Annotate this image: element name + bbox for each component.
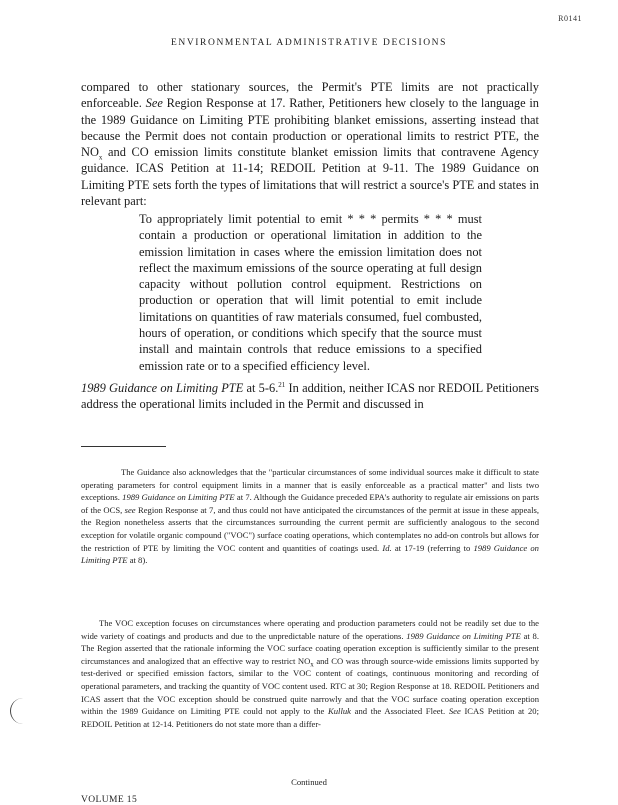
p1-see-signal: See — [145, 96, 163, 111]
fn2-text-1: The VOC exception focuses on circumstances where operating and production parameters could not be readily set due to the wide variety of coatings and products and due to the unpredictable nature of the operations. — [81, 618, 539, 641]
running-head: ENVIRONMENTAL ADMINISTRATIVE DECISIONS — [170, 38, 448, 48]
fn2-vessel-name: Kulluk — [328, 706, 351, 717]
block-quote: To appropriately limit potential to emit * * * permits * * * must contain a production or operational limitation in addition to the emission limitation in cases where the emission limitation does not reflect the maximum emissions of the source operating at full design capacity without pollution control equipment. Restrictions on production or operation that will limit potential to emit include limitations on quantities of raw materials consumed, fuel combusted, hours of operation, or conditions which specify that the source must install and maintain controls that reduce emissions to a specified emission rate or to a specified efficiency level. — [139, 212, 482, 373]
fn2-citation-1: 1989 Guidance on Limiting PTE — [406, 630, 521, 641]
fn1-id-signal: Id. — [382, 542, 392, 553]
volume-label: VOLUME 15 — [81, 795, 138, 805]
fn2-text-5: ICAS Petition at 20; REDOIL Petition at 12-14. Petitioners do not state more than a differ- — [81, 706, 539, 729]
footnote-divider — [81, 446, 166, 447]
fn1-citation-2: 1989 Guidance on Limiting PTE — [81, 542, 539, 566]
p1-text-3: and CO emission limits constitute blanket emission limits that contravene Agency guidance. ICAS Petition at 11-14; REDOIL Petition at 9-11. The 1989 Guidance on Limiting PTE sets forth the types of limitations that will restrict a source's PTE and states in relevant part: — [81, 145, 539, 209]
fn2-text-3: and CO was through source-wide emissions limits supported by test-derived or specified emission factors, similar to the VOC content of coatings, continuous monitoring and recording of operational parameters, and tracking the quantity of VOC content used. RTC at 30; Region Response at 18. REDOIL Petitioners and ICAS assert that the VOC exception should be construed quite narrowly and that the VOC surface coating operation exception within the 1989 Guidance on Limiting PTE could not apply to the — [81, 655, 539, 717]
fn1-text-4: at 17-19 (referring to — [391, 542, 474, 553]
fn1-citation-1: 1989 Guidance on Limiting PTE — [122, 492, 235, 503]
scan-artifact-mark — [10, 698, 25, 724]
footnote-21-continued — [81, 617, 539, 730]
fn2-text-4: and the Associated Fleet. — [350, 706, 449, 717]
p2-citation: 1989 Guidance on Limiting PTE — [81, 381, 244, 395]
footnote-21 — [81, 466, 539, 567]
p2-text-1: at 5-6. — [243, 381, 279, 395]
body-paragraph-2 — [81, 380, 539, 413]
fn1-text-1: The Guidance also acknowledges that the "particular circumstances of some individual sources make it difficult to state operating parameters for control equipment limits in a manner that is easily enforceable as a practical matter" and lists two exceptions. — [81, 467, 539, 503]
fn1-text-3: Region Response at 7, and thus could not have anticipated the circumstances of the permit at issue in these appeals, the Region nonetheless asserts that the circumstances surrounding the current permit are sufficiently analogous to the second exception for volatile organic compound ("VOC") surface coating operations, which contemplates no add-on controls but allows for the restriction of PTE by limiting the VOC content and quantities of coatings used. — [81, 504, 539, 553]
continued-label: Continued — [291, 777, 327, 787]
fn2-nox-subscript: x — [310, 660, 314, 669]
fn2-text-2: at 8. The Region asserted that the rationale informing the VOC surface coating operation exception is sufficiently similar to the present circumstances and analogized that an effective way to restrict NO — [81, 630, 539, 666]
page-number: R0141 — [558, 14, 582, 23]
body-paragraph-1 — [81, 79, 539, 209]
footnote-ref-21: 21 — [278, 380, 286, 389]
p1-text-2: Region Response at 17. Rather, Petitioners hew closely to the language in the 1989 Guidance on Limiting PTE prohibiting blanket emissions, asserting instead that because the Permit does not contain production or operational limits to restrict PTE, the NO — [81, 96, 539, 160]
fn1-text-5: at 8). — [127, 555, 148, 566]
p1-text-1: compared to other stationary sources, the Permit's PTE limits are not practically enforceable. — [81, 80, 539, 111]
fn2-see-signal: See — [448, 706, 461, 717]
fn1-see-signal: see — [124, 504, 136, 515]
p1-nox-subscript: x — [98, 153, 103, 162]
p2-text-2: In addition, neither ICAS nor REDOIL Petitioners address the operational limits included in the Permit and discussed in — [81, 381, 540, 412]
fn1-text-2: at 7. Although the Guidance preceded EPA's authority to regulate air emissions on parts of the OCS, — [81, 492, 539, 515]
